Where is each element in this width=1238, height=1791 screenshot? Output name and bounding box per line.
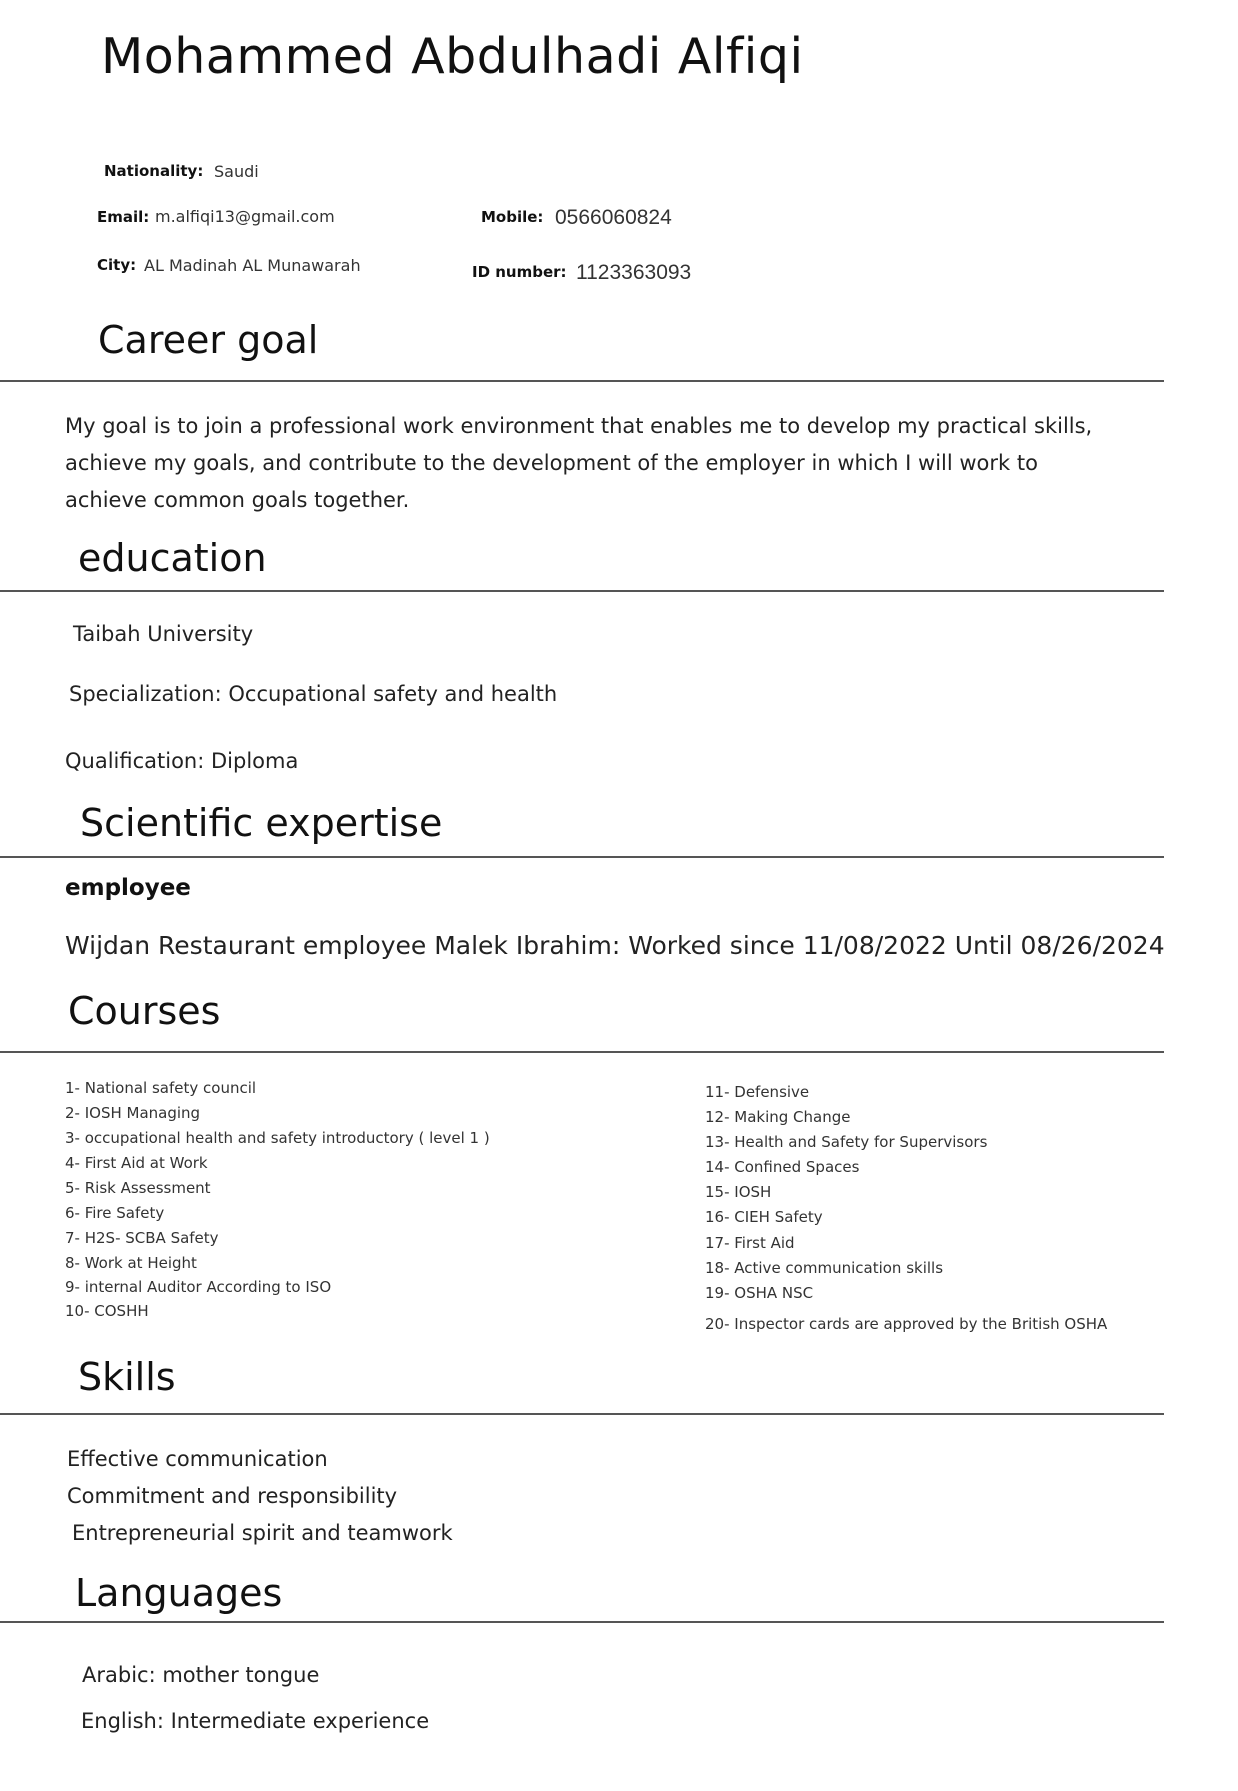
education-university: Taibah University: [73, 622, 254, 646]
course-item: 8- Work at Height: [65, 1254, 197, 1272]
skills-divider: [0, 1413, 1164, 1415]
expertise-role: employee: [65, 875, 191, 901]
full-name: Mohammed Abdulhadi Alfiqi: [101, 28, 804, 85]
course-item: 16- CIEH Safety: [705, 1208, 823, 1226]
skills-item: Effective communication: [67, 1447, 328, 1471]
email-value: m.alfiqi13@gmail.com: [155, 207, 335, 226]
mobile-value: 0566060824: [555, 206, 672, 229]
course-item: 5- Risk Assessment: [65, 1179, 211, 1197]
courses-heading: Courses: [68, 989, 221, 1033]
city-label: City:: [97, 256, 137, 274]
skills-item: Entrepreneurial spirit and teamwork: [72, 1521, 453, 1545]
career-goal-heading: Career goal: [98, 318, 319, 362]
id-number-label: ID number:: [472, 263, 567, 281]
course-item: 4- First Aid at Work: [65, 1154, 208, 1172]
course-item: 18- Active communication skills: [705, 1259, 944, 1277]
expertise-detail: Wijdan Restaurant employee Malek Ibrahim: Worked since 11/08/2022 Until 08/26/2024: [65, 931, 1165, 960]
course-item: 11- Defensive: [705, 1083, 810, 1101]
expertise-heading: Scientific expertise: [80, 801, 443, 845]
course-item: 12- Making Change: [705, 1108, 851, 1126]
nationality-value: Saudi: [214, 162, 259, 181]
skills-heading: Skills: [78, 1355, 176, 1399]
city-value: AL Madinah AL Munawarah: [144, 256, 361, 275]
education-heading: education: [78, 536, 267, 580]
education-divider: [0, 590, 1164, 592]
course-item: 6- Fire Safety: [65, 1204, 165, 1222]
languages-item: English: Intermediate experience: [81, 1709, 430, 1733]
course-item: 9- internal Auditor According to ISO: [65, 1278, 332, 1296]
course-item: 2- IOSH Managing: [65, 1104, 201, 1122]
education-specialization: Specialization: Occupational safety and health: [69, 682, 558, 706]
course-item: 1- National safety council: [65, 1079, 257, 1097]
course-item: 7- H2S- SCBA Safety: [65, 1229, 219, 1247]
nationality-label: Nationality:: [104, 162, 204, 180]
course-item: 20- Inspector cards are approved by the British OSHA: [705, 1315, 1108, 1333]
career-goal-divider: [0, 380, 1164, 382]
course-item: 3- occupational health and safety introductory ( level 1 ): [65, 1129, 490, 1147]
course-item: 13- Health and Safety for Supervisors: [705, 1133, 988, 1151]
languages-heading: Languages: [75, 1571, 283, 1615]
id-number-value: 1123363093: [576, 261, 692, 284]
education-qualification: Qualification: Diploma: [65, 749, 299, 773]
skills-item: Commitment and responsibility: [67, 1484, 398, 1508]
course-item: 17- First Aid: [705, 1234, 795, 1252]
email-label: Email:: [97, 208, 150, 226]
course-item: 14- Confined Spaces: [705, 1158, 860, 1176]
languages-divider: [0, 1621, 1164, 1623]
languages-item: Arabic: mother tongue: [82, 1663, 320, 1687]
expertise-divider: [0, 856, 1164, 858]
course-item: 19- OSHA NSC: [705, 1284, 814, 1302]
career-goal-text: My goal is to join a professional work environment that enables me to develop my practical skills, achieve my goals, and contribute to the development of the employer in which I will work to achieve common goals together.: [65, 414, 1093, 512]
mobile-label: Mobile:: [481, 208, 544, 226]
courses-divider: [0, 1051, 1164, 1053]
course-item: 10- COSHH: [65, 1302, 149, 1320]
course-item: 15- IOSH: [705, 1183, 772, 1201]
